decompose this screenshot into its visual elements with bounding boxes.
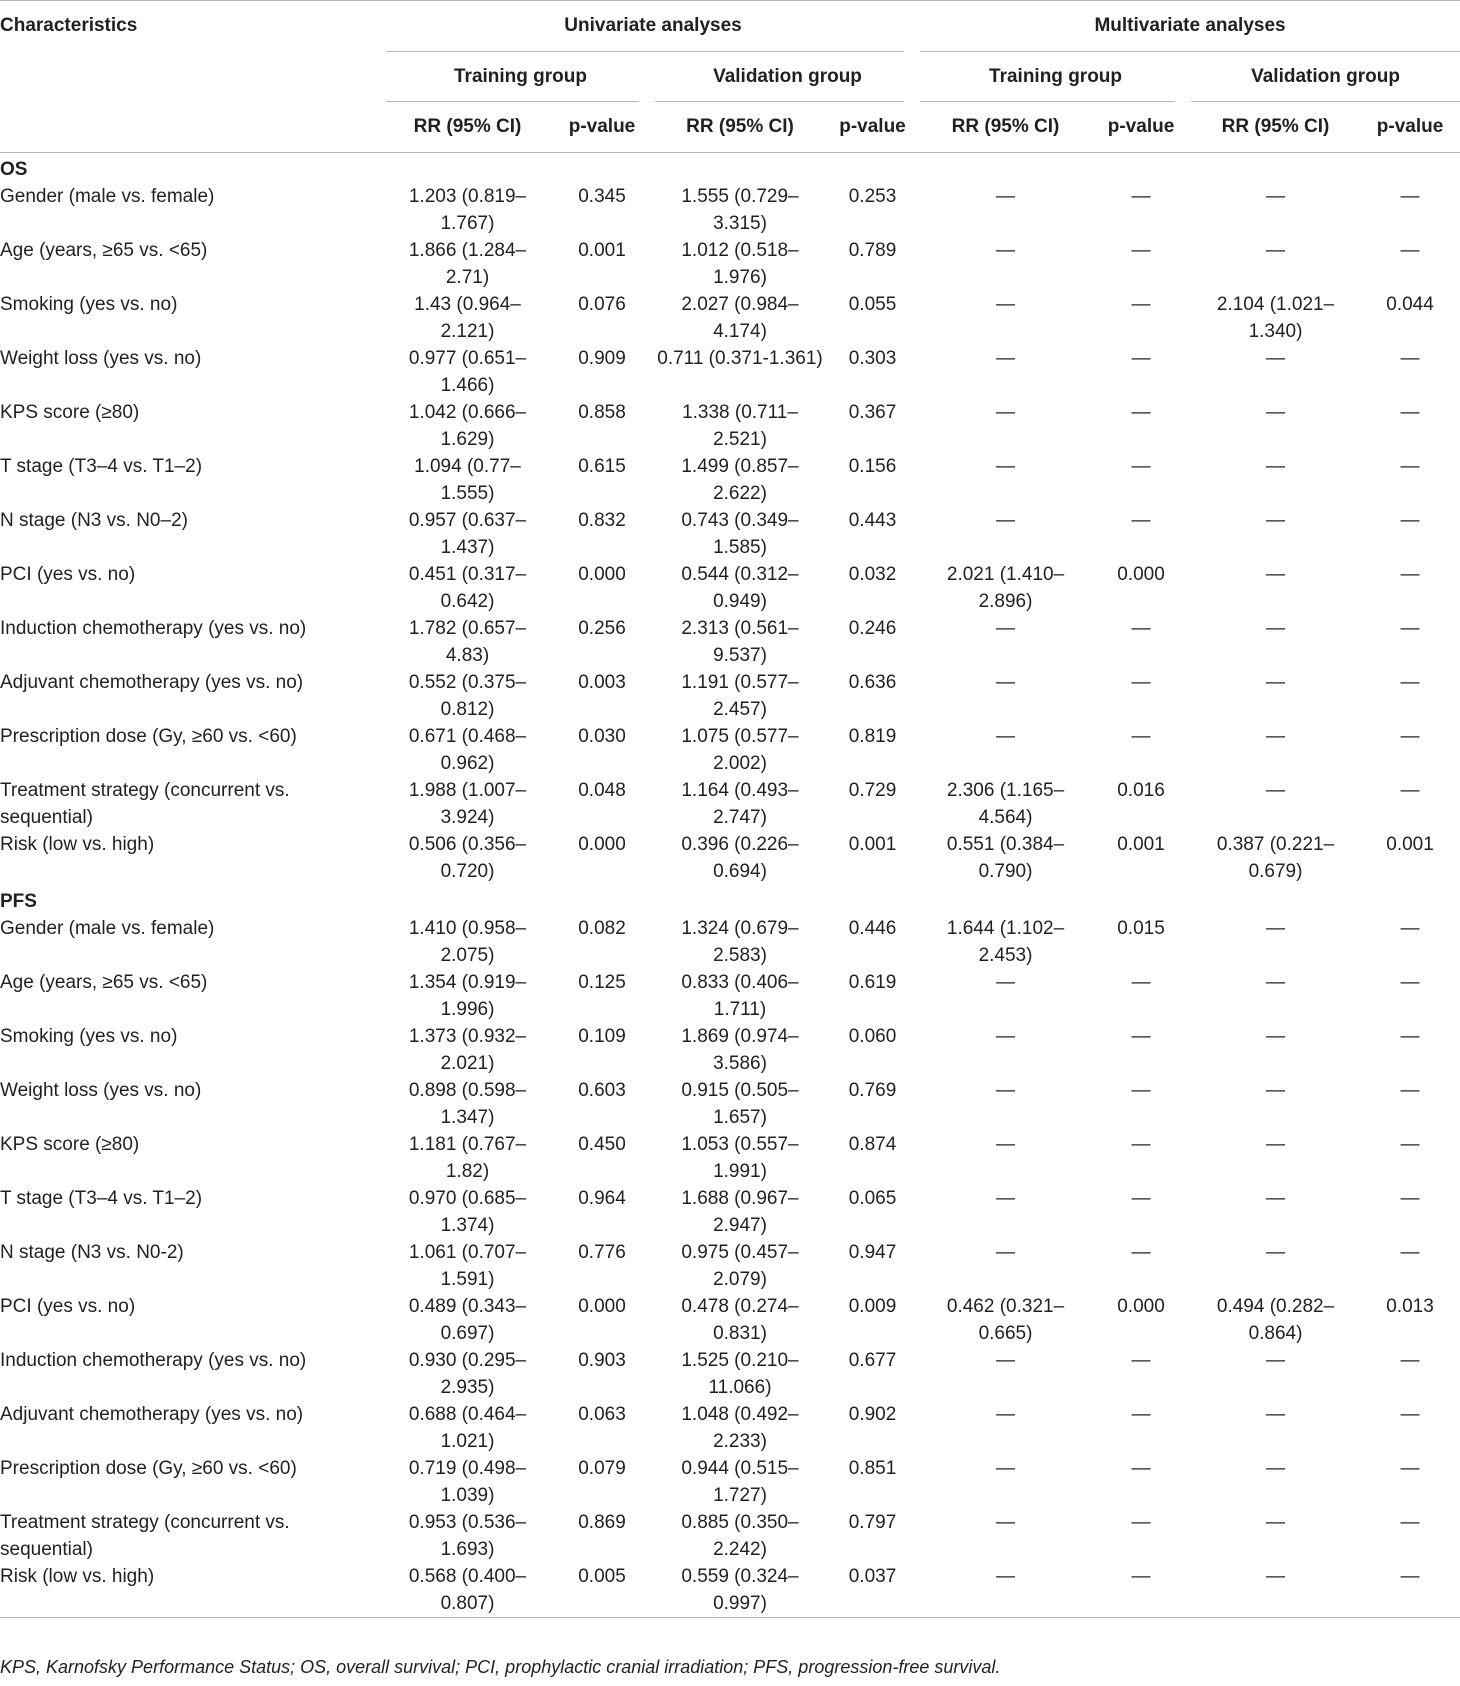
p-value-cell: — xyxy=(1131,1511,1151,1533)
p-value-cell: 0.000 xyxy=(578,563,626,585)
p-value-cell: — xyxy=(1400,617,1420,639)
rr-cell: 0.898 (0.598– 1.347) xyxy=(408,1079,527,1128)
table-row xyxy=(0,1563,1460,1618)
characteristic-cell: Prescription dose (Gy, ≥60 vs. <60) xyxy=(0,725,297,747)
table-row xyxy=(0,399,1460,453)
rr-cell: 1.410 (0.958– 2.075) xyxy=(408,917,527,966)
rr-cell: 0.462 (0.321– 0.665) xyxy=(946,1295,1065,1344)
rr-cell: — xyxy=(1266,185,1286,207)
rr-cell: — xyxy=(1266,1457,1286,1479)
p-value-cell: 0.303 xyxy=(848,347,897,369)
table-body xyxy=(0,152,1460,1617)
rr-cell: — xyxy=(996,971,1016,993)
p-header: p-value xyxy=(1091,102,1191,153)
rr-cell: — xyxy=(1266,563,1286,585)
rr-cell: — xyxy=(996,725,1016,747)
p-value-cell: — xyxy=(1131,185,1151,207)
rr-cell: — xyxy=(996,1133,1016,1155)
p-value-cell: 0.060 xyxy=(848,1025,897,1047)
rr-cell: — xyxy=(996,239,1016,261)
section-label: OS xyxy=(0,158,28,180)
rr-cell: — xyxy=(1266,1025,1286,1047)
p-value-cell: 0.903 xyxy=(578,1349,626,1371)
characteristic-cell: Induction chemotherapy (yes vs. no) xyxy=(0,1349,307,1371)
rr-cell: 0.506 (0.356– 0.720) xyxy=(408,833,527,882)
rr-cell: — xyxy=(1266,1349,1286,1371)
rr-cell: 0.930 (0.295– 2.935) xyxy=(408,1349,527,1398)
p-value-cell: 0.079 xyxy=(578,1457,626,1479)
rr-cell: — xyxy=(1266,1403,1286,1425)
rr-cell: 1.988 (1.007– 3.924) xyxy=(408,779,527,828)
p-value-cell: 0.000 xyxy=(1117,1295,1165,1317)
characteristic-cell: Gender (male vs. female) xyxy=(0,185,215,207)
p-value-cell: — xyxy=(1400,1565,1420,1587)
p-value-cell: — xyxy=(1131,1565,1151,1587)
rr-cell: 1.373 (0.932– 2.021) xyxy=(408,1025,527,1074)
p-value-cell: 0.125 xyxy=(578,971,626,993)
rr-cell: — xyxy=(1266,401,1286,423)
multi-validation-header: Validation group xyxy=(1191,52,1460,102)
table-header xyxy=(0,1,1460,153)
table-row xyxy=(0,1347,1460,1401)
p-value-cell: 0.109 xyxy=(578,1025,626,1047)
table-row xyxy=(0,183,1460,237)
rr-cell: — xyxy=(996,1025,1016,1047)
table-row xyxy=(0,669,1460,723)
characteristic-cell: Age (years, ≥65 vs. <65) xyxy=(0,971,208,993)
rr-cell: 0.552 (0.375– 0.812) xyxy=(408,671,527,720)
p-value-cell: 0.001 xyxy=(1386,833,1434,855)
rr-cell: — xyxy=(1266,671,1286,693)
characteristics-header: Characteristics xyxy=(0,15,138,36)
rr-cell: — xyxy=(1266,455,1286,477)
empty-header-cell xyxy=(0,102,386,153)
p-value-cell: — xyxy=(1400,1241,1420,1263)
p-value-cell: 0.015 xyxy=(1117,917,1165,939)
table-row xyxy=(0,1077,1460,1131)
p-value-cell: 0.603 xyxy=(578,1079,626,1101)
characteristic-cell: Induction chemotherapy (yes vs. no) xyxy=(0,617,307,639)
multivariate-header: Multivariate analyses xyxy=(920,1,1460,52)
p-value-cell: — xyxy=(1400,1457,1420,1479)
rr-cell: — xyxy=(1266,917,1286,939)
table-row xyxy=(0,1401,1460,1455)
p-value-cell: 0.874 xyxy=(848,1133,897,1155)
p-value-cell: 0.446 xyxy=(848,917,897,939)
rr-cell: — xyxy=(996,509,1016,531)
characteristic-cell: Risk (low vs. high) xyxy=(0,1565,155,1587)
rr-cell: 0.970 (0.685– 1.374) xyxy=(408,1187,527,1236)
table-row xyxy=(0,453,1460,507)
p-value-cell: 0.032 xyxy=(848,563,897,585)
characteristic-cell: Adjuvant chemotherapy (yes vs. no) xyxy=(0,671,304,693)
rr-cell: 0.719 (0.498– 1.039) xyxy=(408,1457,527,1506)
p-value-cell: 0.256 xyxy=(578,617,626,639)
rr-cell: 0.396 (0.226– 0.694) xyxy=(681,833,799,882)
rr-cell: 0.489 (0.343– 0.697) xyxy=(408,1295,527,1344)
rr-cell: — xyxy=(996,671,1016,693)
p-value-cell: 0.776 xyxy=(578,1241,626,1263)
p-value-cell: 0.013 xyxy=(1386,1295,1434,1317)
table-row xyxy=(0,723,1460,777)
uni-training-header: Training group xyxy=(386,52,655,102)
table-row xyxy=(0,291,1460,345)
p-value-cell: 0.797 xyxy=(848,1511,897,1533)
rr-cell: 1.181 (0.767– 1.82) xyxy=(408,1133,527,1182)
characteristic-cell: Weight loss (yes vs. no) xyxy=(0,347,202,369)
rr-cell: — xyxy=(996,1565,1016,1587)
rr-cell: — xyxy=(996,1079,1016,1101)
rr-cell: — xyxy=(996,347,1016,369)
p-value-cell: — xyxy=(1131,293,1151,315)
p-value-cell: — xyxy=(1400,401,1420,423)
characteristic-cell: Weight loss (yes vs. no) xyxy=(0,1079,202,1101)
rr-cell: 1.869 (0.974– 3.586) xyxy=(681,1025,799,1074)
rr-cell: 1.048 (0.492– 2.233) xyxy=(681,1403,799,1452)
p-value-cell: 0.902 xyxy=(848,1403,897,1425)
p-value-cell: 0.000 xyxy=(578,833,626,855)
rr-cell: 2.021 (1.410– 2.896) xyxy=(946,563,1065,612)
rr-cell: — xyxy=(1266,1565,1286,1587)
rr-cell: 1.042 (0.666– 1.629) xyxy=(408,401,527,450)
rr-cell: 0.885 (0.350– 2.242) xyxy=(681,1511,799,1560)
p-value-cell: — xyxy=(1400,1403,1420,1425)
multi-training-header: Training group xyxy=(920,52,1191,102)
rr-cell: — xyxy=(1266,725,1286,747)
rr-cell: 2.104 (1.021– 1.340) xyxy=(1216,293,1335,342)
characteristic-cell: KPS score (≥80) xyxy=(0,1133,140,1155)
table-row xyxy=(0,561,1460,615)
rr-cell: 0.478 (0.274– 0.831) xyxy=(681,1295,799,1344)
empty-header-cell xyxy=(0,52,386,102)
rr-cell: 0.975 (0.457– 2.079) xyxy=(681,1241,799,1290)
rr-cell: — xyxy=(996,293,1016,315)
rr-cell: — xyxy=(1266,1079,1286,1101)
p-value-cell: 0.677 xyxy=(848,1349,897,1371)
table-row xyxy=(0,915,1460,969)
table-row xyxy=(0,615,1460,669)
table-row xyxy=(0,777,1460,831)
rr-header: RR (95% CI) xyxy=(1191,102,1360,153)
characteristic-cell: N stage (N3 vs. N0–2) xyxy=(0,509,188,531)
rr-cell: — xyxy=(996,1403,1016,1425)
rr-cell: — xyxy=(1266,617,1286,639)
rr-cell: 0.711 (0.371-1.361) xyxy=(657,347,823,369)
characteristic-cell: KPS score (≥80) xyxy=(0,401,140,423)
p-value-cell: — xyxy=(1131,1241,1151,1263)
p-value-cell: — xyxy=(1400,185,1420,207)
characteristic-cell: Smoking (yes vs. no) xyxy=(0,1025,178,1047)
rr-cell: — xyxy=(996,455,1016,477)
p-header: p-value xyxy=(825,102,920,153)
rr-cell: — xyxy=(1266,1133,1286,1155)
rr-cell: 1.191 (0.577– 2.457) xyxy=(681,671,799,720)
p-value-cell: 0.001 xyxy=(578,239,626,261)
characteristic-cell: Adjuvant chemotherapy (yes vs. no) xyxy=(0,1403,304,1425)
footnote: KPS, Karnofsky Performance Status; OS, overall survival; PCI, prophylactic cranial irradiation; PFS, progression-free survival. xyxy=(0,1657,1001,1677)
rr-header: RR (95% CI) xyxy=(655,102,825,153)
rr-cell: 1.053 (0.557– 1.991) xyxy=(681,1133,799,1182)
p-value-cell: — xyxy=(1131,725,1151,747)
characteristic-cell: T stage (T3–4 vs. T1–2) xyxy=(0,1187,203,1209)
rr-cell: 1.094 (0.77– 1.555) xyxy=(414,455,521,504)
rr-cell: — xyxy=(1266,1511,1286,1533)
table-row xyxy=(0,1023,1460,1077)
p-value-cell: 0.869 xyxy=(578,1511,626,1533)
rr-cell: 0.544 (0.312– 0.949) xyxy=(681,563,799,612)
p-value-cell: 0.009 xyxy=(848,1295,897,1317)
p-value-cell: — xyxy=(1131,1079,1151,1101)
rr-cell: 1.354 (0.919– 1.996) xyxy=(408,971,527,1020)
p-value-cell: 0.947 xyxy=(848,1241,897,1263)
p-value-cell: 0.030 xyxy=(578,725,626,747)
characteristic-cell: PCI (yes vs. no) xyxy=(0,1295,136,1317)
p-value-cell: 0.964 xyxy=(578,1187,626,1209)
p-value-cell: 0.769 xyxy=(848,1079,897,1101)
rr-cell: 0.559 (0.324– 0.997) xyxy=(681,1565,799,1614)
p-value-cell: — xyxy=(1131,1133,1151,1155)
p-value-cell: 0.619 xyxy=(848,971,897,993)
p-value-cell: — xyxy=(1400,1133,1420,1155)
rr-cell: — xyxy=(1266,347,1286,369)
p-value-cell: — xyxy=(1400,455,1420,477)
p-value-cell: 0.851 xyxy=(848,1457,897,1479)
rr-cell: 2.027 (0.984– 4.174) xyxy=(681,293,799,342)
rr-cell: 1.012 (0.518– 1.976) xyxy=(681,239,799,288)
rr-cell: 2.306 (1.165– 4.564) xyxy=(946,779,1065,828)
rr-cell: 0.568 (0.400– 0.807) xyxy=(408,1565,527,1614)
p-header: p-value xyxy=(549,102,655,153)
p-value-cell: 0.909 xyxy=(578,347,626,369)
rr-cell: 1.525 (0.210– 11.066) xyxy=(681,1349,799,1398)
p-value-cell: — xyxy=(1131,509,1151,531)
uni-validation-header: Validation group xyxy=(655,52,920,102)
rr-cell: 1.164 (0.493– 2.747) xyxy=(681,779,799,828)
characteristic-cell: Prescription dose (Gy, ≥60 vs. <60) xyxy=(0,1457,297,1479)
table-row xyxy=(0,1131,1460,1185)
p-value-cell: 0.858 xyxy=(578,401,626,423)
p-value-cell: 0.367 xyxy=(848,401,897,423)
p-value-cell: 0.001 xyxy=(848,833,897,855)
univariate-header: Univariate analyses xyxy=(386,1,920,52)
rr-cell: 1.782 (0.657– 4.83) xyxy=(408,617,527,666)
p-value-cell: 0.450 xyxy=(578,1133,626,1155)
p-value-cell: 0.016 xyxy=(1117,779,1165,801)
p-value-cell: — xyxy=(1400,509,1420,531)
p-value-cell: 0.005 xyxy=(578,1565,626,1587)
p-value-cell: 0.819 xyxy=(848,725,897,747)
p-value-cell: — xyxy=(1400,1187,1420,1209)
p-value-cell: 0.729 xyxy=(848,779,897,801)
rr-cell: 0.915 (0.505– 1.657) xyxy=(681,1079,799,1128)
p-value-cell: — xyxy=(1131,971,1151,993)
characteristic-cell: N stage (N3 vs. N0-2) xyxy=(0,1241,184,1263)
rr-cell: 0.551 (0.384– 0.790) xyxy=(946,833,1065,882)
rr-cell: — xyxy=(996,1187,1016,1209)
p-header: p-value xyxy=(1360,102,1460,153)
characteristic-cell: T stage (T3–4 vs. T1–2) xyxy=(0,455,203,477)
p-value-cell: — xyxy=(1400,239,1420,261)
characteristic-cell: Risk (low vs. high) xyxy=(0,833,155,855)
rr-cell: 1.203 (0.819– 1.767) xyxy=(408,185,527,234)
rr-cell: 1.866 (1.284– 2.71) xyxy=(408,239,527,288)
characteristic-cell: Age (years, ≥65 vs. <65) xyxy=(0,239,208,261)
rr-cell: 1.324 (0.679– 2.583) xyxy=(681,917,799,966)
section-row xyxy=(0,152,1460,183)
table-row xyxy=(0,831,1460,885)
p-value-cell: 0.048 xyxy=(578,779,626,801)
rr-cell: 0.494 (0.282– 0.864) xyxy=(1216,1295,1335,1344)
rr-cell: 0.743 (0.349– 1.585) xyxy=(681,509,799,558)
p-value-cell: 0.789 xyxy=(848,239,897,261)
rr-cell: — xyxy=(996,617,1016,639)
p-value-cell: — xyxy=(1400,917,1420,939)
rr-cell: — xyxy=(996,1241,1016,1263)
p-value-cell: — xyxy=(1400,1349,1420,1371)
p-value-cell: 0.443 xyxy=(848,509,897,531)
table-row xyxy=(0,507,1460,561)
table-row xyxy=(0,1185,1460,1239)
characteristic-cell: Gender (male vs. female) xyxy=(0,917,215,939)
section-row xyxy=(0,885,1460,915)
p-value-cell: 0.065 xyxy=(848,1187,897,1209)
p-value-cell: — xyxy=(1131,671,1151,693)
p-value-cell: — xyxy=(1400,671,1420,693)
table-row xyxy=(0,1293,1460,1347)
table-row xyxy=(0,1509,1460,1563)
rr-cell: — xyxy=(996,1511,1016,1533)
p-value-cell: — xyxy=(1131,1025,1151,1047)
p-value-cell: — xyxy=(1400,563,1420,585)
p-value-cell: 0.055 xyxy=(848,293,897,315)
p-value-cell: — xyxy=(1400,1511,1420,1533)
rr-header: RR (95% CI) xyxy=(386,102,549,153)
p-value-cell: 0.003 xyxy=(578,671,626,693)
p-value-cell: — xyxy=(1131,1403,1151,1425)
p-value-cell: — xyxy=(1131,1349,1151,1371)
rr-cell: 0.944 (0.515– 1.727) xyxy=(681,1457,799,1506)
p-value-cell: — xyxy=(1131,617,1151,639)
rr-cell: 0.833 (0.406– 1.711) xyxy=(681,971,799,1020)
rr-cell: — xyxy=(996,1349,1016,1371)
p-value-cell: — xyxy=(1131,239,1151,261)
rr-cell: 2.313 (0.561– 9.537) xyxy=(681,617,799,666)
p-value-cell: 0.345 xyxy=(578,185,626,207)
rr-cell: 0.688 (0.464– 1.021) xyxy=(408,1403,527,1452)
rr-cell: 1.688 (0.967– 2.947) xyxy=(681,1187,799,1236)
rr-cell: 0.953 (0.536– 1.693) xyxy=(408,1511,527,1560)
p-value-cell: 0.044 xyxy=(1386,293,1434,315)
rr-cell: — xyxy=(1266,971,1286,993)
rr-cell: — xyxy=(1266,239,1286,261)
p-value-cell: — xyxy=(1131,347,1151,369)
p-value-cell: — xyxy=(1400,725,1420,747)
p-value-cell: 0.636 xyxy=(848,671,897,693)
p-value-cell: 0.063 xyxy=(578,1403,626,1425)
p-value-cell: 0.246 xyxy=(848,617,897,639)
rr-cell: — xyxy=(1266,779,1286,801)
rr-cell: 1.338 (0.711– 2.521) xyxy=(682,401,798,450)
p-value-cell: 0.615 xyxy=(578,455,626,477)
p-value-cell: — xyxy=(1131,1457,1151,1479)
rr-cell: — xyxy=(996,401,1016,423)
p-value-cell: 0.076 xyxy=(578,293,626,315)
p-value-cell: 0.037 xyxy=(848,1565,897,1587)
p-value-cell: 0.001 xyxy=(1117,833,1165,855)
rr-cell: 0.387 (0.221– 0.679) xyxy=(1216,833,1335,882)
p-value-cell: 0.832 xyxy=(578,509,626,531)
p-value-cell: — xyxy=(1131,1187,1151,1209)
table-row xyxy=(0,237,1460,291)
table-row xyxy=(0,1455,1460,1509)
p-value-cell: 0.000 xyxy=(578,1295,626,1317)
rr-cell: 0.957 (0.637– 1.437) xyxy=(408,509,527,558)
rr-cell: — xyxy=(1266,509,1286,531)
rr-cell: 0.977 (0.651– 1.466) xyxy=(408,347,527,396)
characteristic-cell: Treatment strategy (concurrent vs. sequential) xyxy=(0,1511,290,1560)
characteristic-cell: Treatment strategy (concurrent vs. sequential) xyxy=(0,779,290,828)
p-value-cell: — xyxy=(1400,971,1420,993)
rr-cell: — xyxy=(1266,1241,1286,1263)
table-row xyxy=(0,969,1460,1023)
table-row xyxy=(0,1239,1460,1293)
rr-cell: 1.555 (0.729– 3.315) xyxy=(681,185,799,234)
p-value-cell: — xyxy=(1400,1025,1420,1047)
rr-cell: 1.075 (0.577– 2.002) xyxy=(681,725,799,774)
p-value-cell: 0.000 xyxy=(1117,563,1165,585)
p-value-cell: 0.156 xyxy=(848,455,897,477)
rr-cell: 0.671 (0.468– 0.962) xyxy=(408,725,527,774)
section-label: PFS xyxy=(0,890,37,912)
rr-header: RR (95% CI) xyxy=(920,102,1091,153)
rr-cell: 0.451 (0.317– 0.642) xyxy=(408,563,527,612)
rr-cell: 1.061 (0.707– 1.591) xyxy=(408,1241,527,1290)
rr-cell: — xyxy=(996,185,1016,207)
p-value-cell: — xyxy=(1131,455,1151,477)
rr-cell: — xyxy=(996,1457,1016,1479)
rr-cell: 1.43 (0.964– 2.121) xyxy=(414,293,521,342)
characteristic-cell: PCI (yes vs. no) xyxy=(0,563,136,585)
rr-cell: 1.499 (0.857– 2.622) xyxy=(681,455,799,504)
table-row xyxy=(0,345,1460,399)
p-value-cell: 0.253 xyxy=(848,185,897,207)
p-value-cell: — xyxy=(1131,401,1151,423)
p-value-cell: 0.082 xyxy=(578,917,626,939)
p-value-cell: — xyxy=(1400,779,1420,801)
characteristic-cell: Smoking (yes vs. no) xyxy=(0,293,178,315)
rr-cell: — xyxy=(1266,1187,1286,1209)
p-value-cell: — xyxy=(1400,1079,1420,1101)
p-value-cell: — xyxy=(1400,347,1420,369)
rr-cell: 1.644 (1.102– 2.453) xyxy=(946,917,1065,966)
